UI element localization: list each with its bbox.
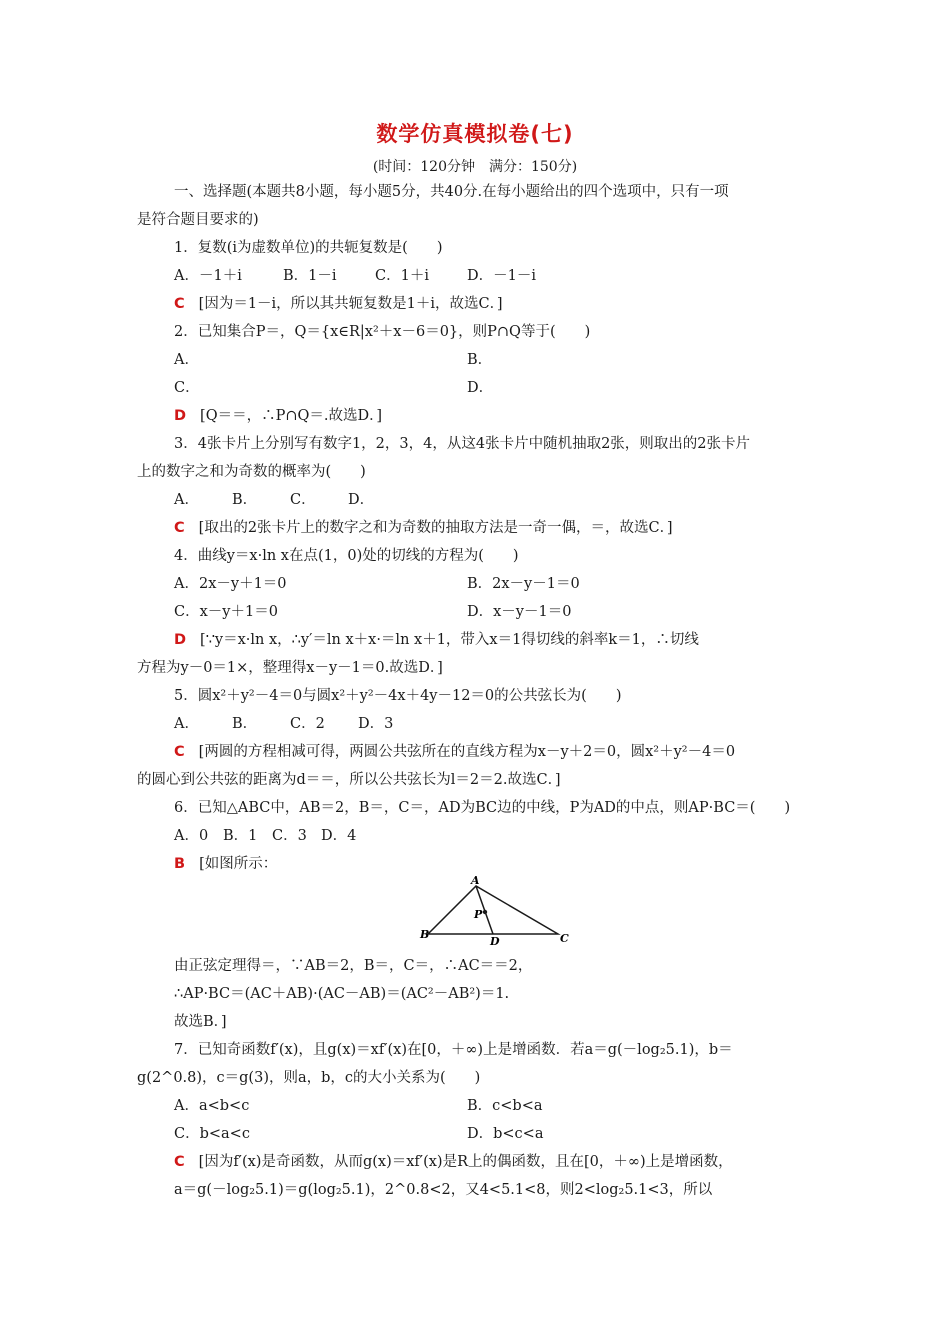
q1-solution (174, 294, 503, 314)
question-7-stem: 7．已知奇函数f′(x)，且g(x)＝xf′(x)在[0，＋∞)上是增函数．若a＝g(－log₂5.1)，b＝ (174, 1042, 733, 1058)
q3-option-d: D． (348, 492, 375, 508)
q1-option-d: D．－1－i (467, 268, 536, 284)
q3-option-b: B． (232, 492, 258, 508)
q4-solution (174, 630, 699, 650)
question-4-stem: 4．曲线y＝x·ln x在点(1，0)处的切线的方程为( ) (174, 548, 519, 564)
question-2-stem: 2．已知集合P＝，Q＝{x∈R|x²＋x－6＝0}，则P∩Q等于( ) (174, 324, 591, 340)
q6-answer: B (174, 856, 186, 872)
q6-solution (174, 854, 277, 874)
q7-option-c: C．b<a<c (174, 1126, 250, 1142)
q6-explanation-l4: 故选B．] (174, 1014, 227, 1030)
label-b: B (420, 928, 430, 941)
q3-solution (174, 518, 673, 538)
q1-answer: C (174, 296, 185, 312)
label-a: A (471, 874, 480, 887)
question-3-stem: 3．4张卡片上分别写有数字1，2，3，4，从这4张卡片中随机抽取2张，则取出的2张卡片 (174, 436, 751, 452)
question-6-stem: 6．已知△ABC中，AB＝2，B＝，C＝，AD为BC边的中线，P为AD的中点，则AP·BC＝( ) (174, 800, 791, 816)
q6-option-d: D．4 (321, 828, 357, 844)
q4-explanation: [∵y＝x·ln x，∴y′＝ln x＋x·＝ln x＋1，带入x＝1得切线的斜率k＝1，∴切线 (200, 632, 699, 648)
q6-option-a: A．0 (174, 828, 209, 844)
q6-explanation: [如图所示： (199, 856, 278, 872)
q4-option-b: B．2x－y－1＝0 (467, 576, 580, 592)
q7-answer: C (174, 1154, 185, 1170)
q2-option-b: B． (467, 352, 493, 368)
q7-option-b: B．c<b<a (467, 1098, 543, 1114)
q7-option-d: D．b<c<a (467, 1126, 544, 1142)
q5-option-a: A． (174, 716, 199, 732)
q7-solution (174, 1152, 733, 1172)
exam-info: (时间：120分钟 满分：150分) (372, 159, 578, 175)
question-3-stem-cont: 上的数字之和为奇数的概率为( ) (137, 464, 366, 480)
q7-option-a: A．a<b<c (174, 1098, 250, 1114)
q6-option-c: C．3 (272, 828, 307, 844)
q4-option-d: D．x－y－1＝0 (467, 604, 572, 620)
q6-explanation-l3: ∴AP·BC＝(AC＋AB)·(AC－AB)＝(AC²－AB²)＝1. (174, 986, 510, 1002)
point-p (483, 910, 487, 914)
q5-answer: C (174, 744, 185, 760)
q1-explanation: [因为＝1－i，所以其共轭复数是1＋i，故选C．] (198, 296, 503, 312)
q2-explanation: [Q＝＝，∴P∩Q＝.故选D．] (200, 408, 383, 424)
q2-option-a: A． (174, 352, 199, 368)
q5-explanation: [两圆的方程相减可得，两圆公共弦所在的直线方程为x－y＋2＝0，圆x²＋y²－4＝0 (198, 744, 736, 760)
q4-option-a: A．2x－y＋1＝0 (174, 576, 287, 592)
q4-option-c: C．x－y＋1＝0 (174, 604, 278, 620)
page-title: 数学仿真模拟卷(七) (376, 122, 574, 146)
q3-explanation: [取出的2张卡片上的数字之和为奇数的抽取方法是一奇一偶，＝，故选C．] (198, 520, 673, 536)
q3-option-a: A． (174, 492, 199, 508)
q5-option-d: D．3 (358, 716, 394, 732)
question-7-stem-cont: g(2^0.8)，c＝g(3)，则a，b，c的大小关系为( ) (137, 1070, 481, 1086)
section-heading: 一、选择题(本题共8小题，每小题5分，共40分.在每小题给出的四个选项中，只有一项 (174, 184, 729, 200)
q1-option-a: A．－1＋i (174, 268, 242, 284)
q2-option-d: D． (467, 380, 494, 396)
triangle-abc (428, 886, 558, 934)
q1-option-b: B．1－i (283, 268, 337, 284)
q6-option-b: B．1 (223, 828, 258, 844)
q1-option-c: C．1＋i (375, 268, 429, 284)
q2-option-c: C． (174, 380, 200, 396)
q7-explanation-cont: a＝g(－log₂5.1)＝g(log₂5.1)，2^0.8<2，又4<5.1<8，则2<log₂5.1<3，所以 (174, 1182, 713, 1198)
triangle-figure (410, 874, 580, 948)
q5-solution (174, 742, 735, 762)
q4-answer: D (174, 632, 187, 648)
q3-answer: C (174, 520, 185, 536)
label-p: P (474, 908, 483, 921)
q5-option-b: B． (232, 716, 258, 732)
question-5-stem: 5．圆x²＋y²－4＝0与圆x²＋y²－4x＋4y－12＝0的公共弦长为( ) (174, 688, 622, 704)
label-c: C (560, 932, 569, 945)
q5-explanation-cont: 的圆心到公共弦的距离为d＝＝，所以公共弦长为l＝2＝2.故选C．] (137, 772, 561, 788)
section-heading-cont: 是符合题目要求的) (137, 212, 259, 228)
q7-explanation: [因为f′(x)是奇函数，从而g(x)＝xf′(x)是R上的偶函数，且在[0，＋∞)上是增函数， (198, 1154, 733, 1170)
label-d: D (490, 935, 500, 948)
q4-explanation-cont: 方程为y－0＝1×，整理得x－y－1＝0.故选D．] (137, 660, 443, 676)
q5-option-c: C．2 (290, 716, 325, 732)
q2-answer: D (174, 408, 187, 424)
q6-explanation-l2: 由正弦定理得＝，∵AB＝2，B＝，C＝，∴AC＝＝2， (174, 958, 533, 974)
question-1-stem: 1．复数(i为虚数单位)的共轭复数是( ) (174, 240, 443, 256)
q2-solution (174, 406, 382, 426)
q3-option-c: C． (290, 492, 316, 508)
